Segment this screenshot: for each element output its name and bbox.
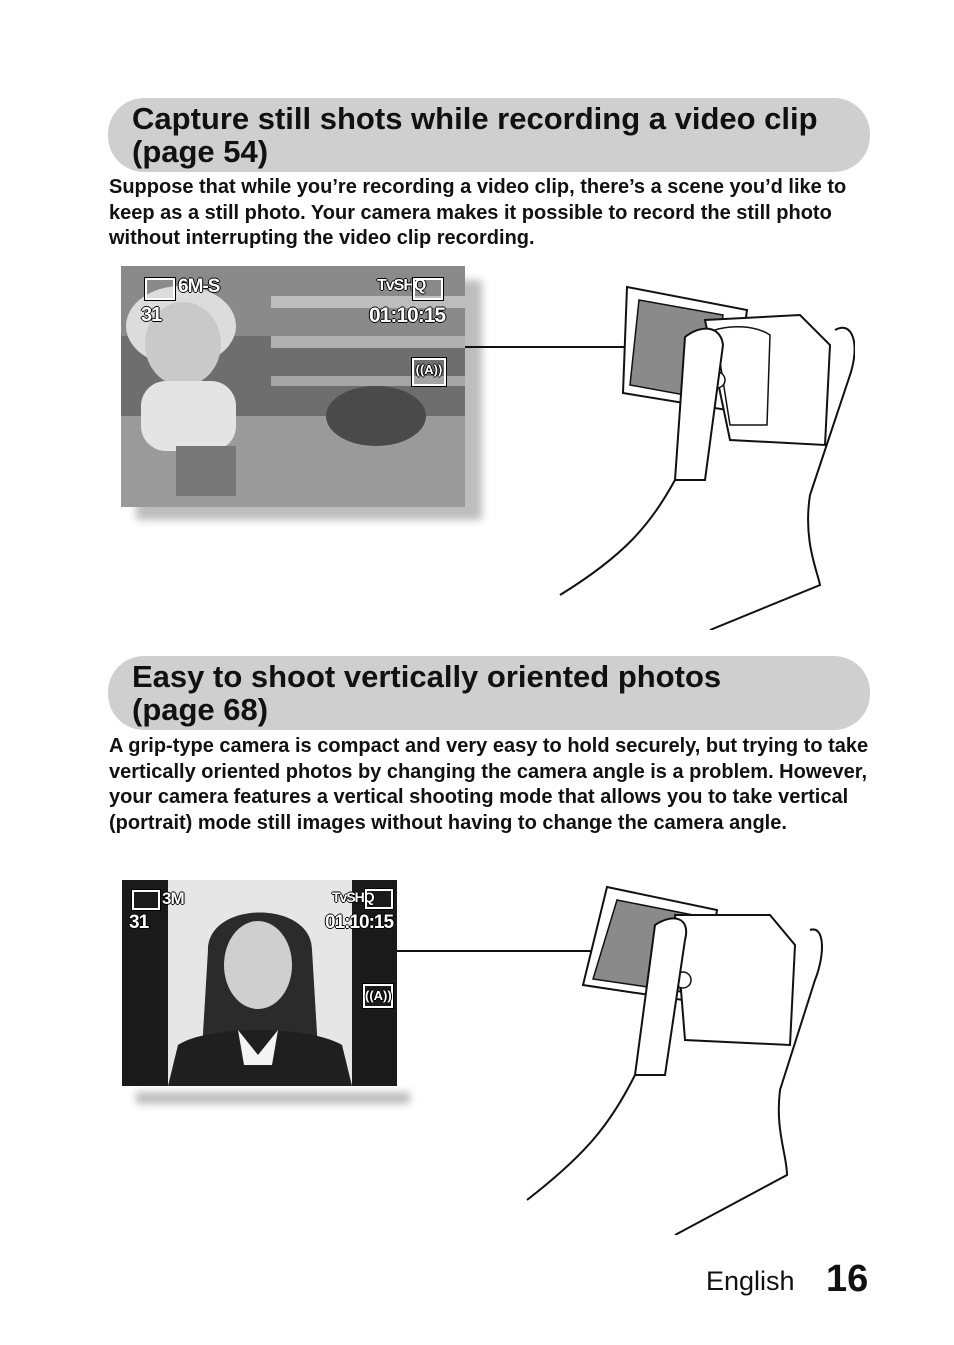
portrait-photo [168, 880, 352, 1086]
video-quality-badge: TvSHQ [377, 277, 426, 294]
camera-screen-child-photo [121, 266, 465, 507]
film-icon [413, 278, 443, 300]
shot-count: 31 [141, 304, 162, 326]
image-mode-badge: 3M [162, 889, 184, 908]
child-rabbit-photo [121, 266, 465, 507]
shot-count: 31 [129, 912, 149, 933]
footer-language: English [706, 1266, 795, 1296]
section-body-text: A grip-type camera is compact and very easy to hold securely, but trying to take vertically oriented photos by changing the camera angle is a problem. However, your camera features a vertical shooting mode that allows you to take vertical (portrait) mode still images without having to change the camera angle. [109, 735, 869, 834]
page-number: 16 [826, 1258, 869, 1300]
image-mode-badge: 6M-S [178, 276, 220, 297]
hand-holding-camera-illustration [555, 285, 855, 630]
screen-shadow [136, 1092, 410, 1104]
recording-time: 01:10:15 [325, 912, 394, 933]
image-stabilizer-icon: ((A)) [412, 358, 446, 386]
section-title: Easy to shoot vertically oriented photos (page 68) [132, 659, 722, 727]
battery-icon [145, 278, 175, 300]
film-icon [365, 889, 393, 909]
recording-time: 01:10:15 [369, 304, 446, 327]
section-body-text: Suppose that while you’re recording a video clip, there’s a scene you’d like to keep as a still photo. Your camera makes it possible to record the still photo without interrupting the video clip recording. [109, 176, 847, 249]
section-heading-vertical-photos [108, 656, 870, 730]
image-stabilizer-icon: ((A)) [363, 984, 393, 1008]
hand-holding-camera-illustration [525, 885, 825, 1235]
section-title: Capture still shots while recording a video clip (page 54) [132, 101, 818, 169]
battery-icon [132, 890, 160, 910]
camera-screen-portrait-photo [122, 880, 397, 1086]
section-heading-video-still [108, 98, 870, 172]
video-quality-badge: TvSHQ [332, 889, 374, 905]
